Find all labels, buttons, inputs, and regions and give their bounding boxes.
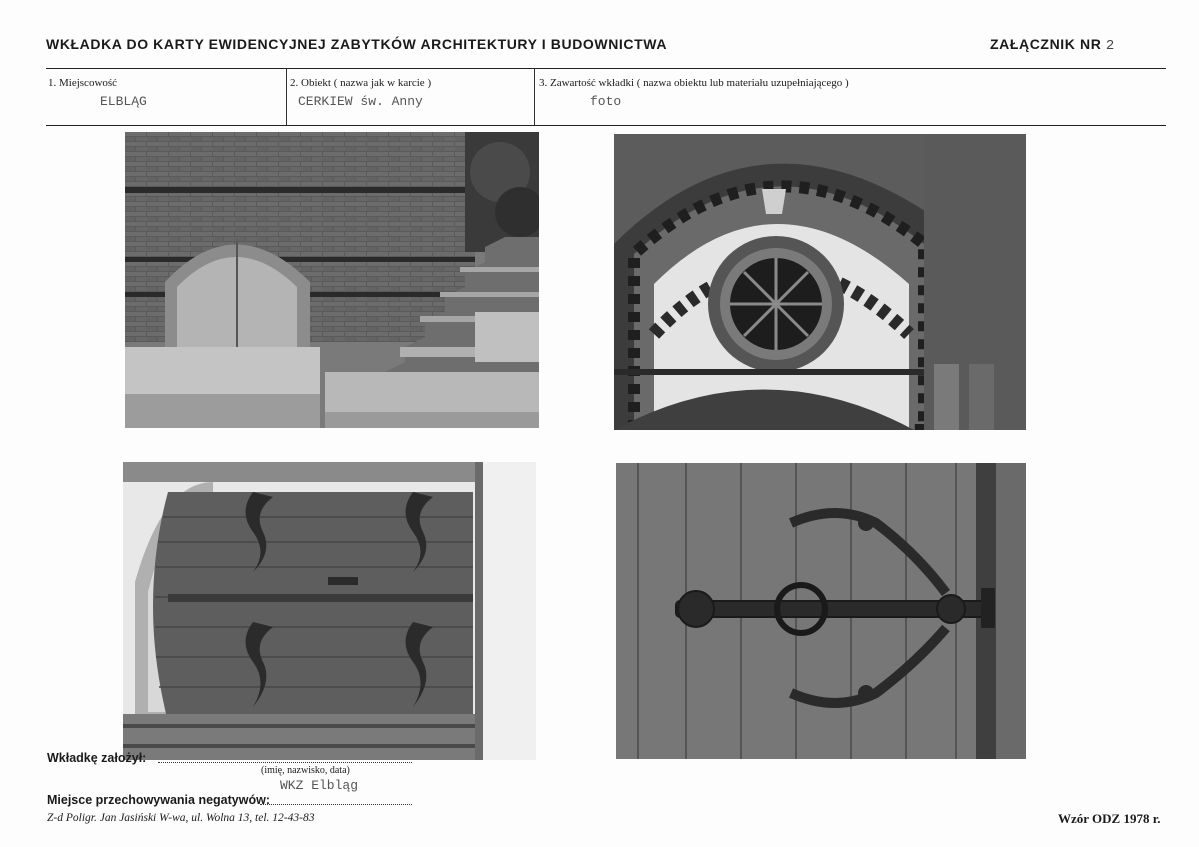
object-label: 2. Obiekt ( nazwa jak w karcie )	[290, 77, 432, 89]
form-code: Wzór ODZ 1978 r.	[1058, 811, 1161, 826]
form-title: WKŁADKA DO KARTY EWIDENCYJNEJ ZABYTKÓW ARCHITEKTURY I BUDOWNICTWA	[46, 36, 668, 52]
created-by-dots	[158, 762, 412, 763]
created-by-label: Wkładkę założył:	[47, 751, 147, 765]
top-rule	[46, 68, 1166, 69]
place-label: 1. Miejscowość	[48, 77, 118, 89]
attachment-number	[990, 36, 1115, 54]
created-by-hint: (imię, nazwisko, data)	[261, 765, 350, 776]
photo-stairs-arched-door	[125, 132, 539, 428]
attachment-number-value: 2	[1105, 38, 1115, 54]
place-value: ELBLĄG	[100, 94, 147, 109]
object-value: CERKIEW św. Anny	[298, 94, 423, 109]
fields-bottom-rule	[46, 125, 1166, 126]
photo-arched-double-door	[123, 462, 536, 760]
attachment-label: ZAŁĄCZNIK NR	[990, 36, 1102, 52]
printer-info: Z-d Poligr. Jan Jasiński W-wa, ul. Wolna 13, tel. 12-43-83	[47, 812, 315, 824]
created-by-value: WKZ Elbląg	[280, 778, 359, 793]
content-value: foto	[590, 94, 622, 109]
photo-round-window-arch	[614, 134, 1026, 430]
negatives-dots	[260, 804, 412, 805]
negatives-label: Miejsce przechowywania negatywów:	[47, 793, 270, 807]
content-label: 3. Zawartość wkładki ( nazwa obiektu lub materiału uzupełniającego )	[539, 77, 849, 89]
photo-door-hinge-detail	[616, 463, 1026, 759]
field-divider-1	[286, 69, 287, 125]
field-divider-2	[534, 69, 535, 125]
